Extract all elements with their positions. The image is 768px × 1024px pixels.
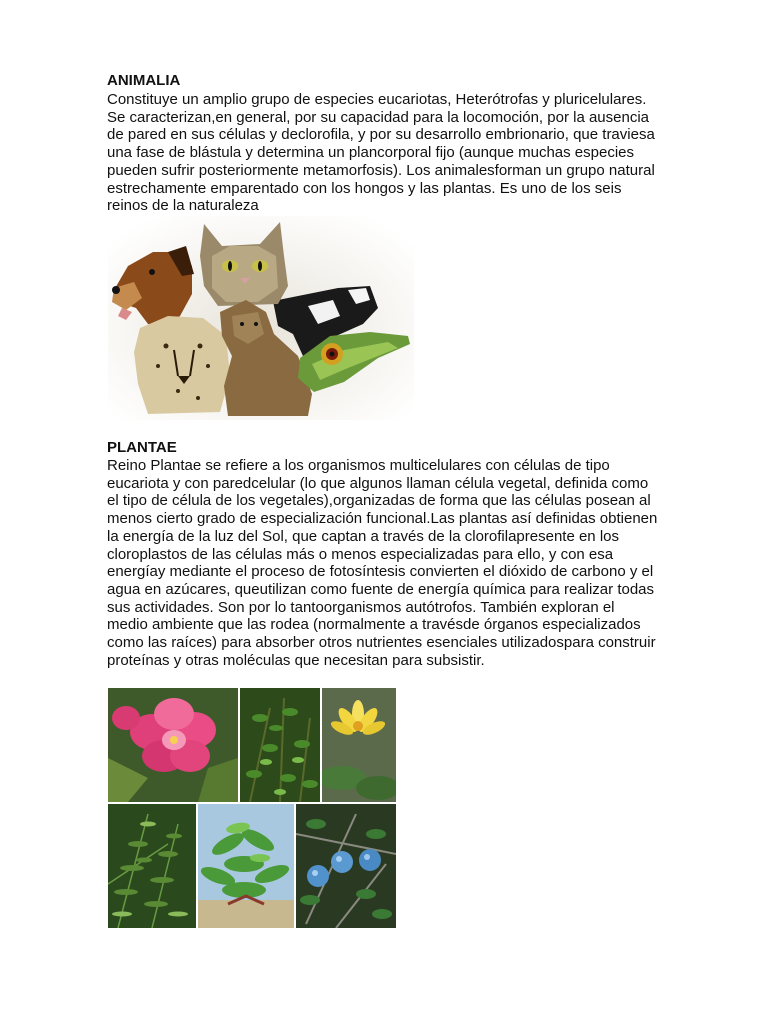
animalia-line: pueden sufrir posteriormente metamorfosis). Los animalesforman un grupo natural [107,161,655,179]
animalia-line: Constituye un amplio grupo de especies eucariotas, Heterótrofas y pluricelulares. [107,91,647,108]
fern-photo [108,804,196,928]
plantae-line: el tipo de célula de los vegetales),organizadas de forma que las células posean al [107,492,651,510]
yellow-water-lily-photo [322,688,396,802]
plant-collage-image [108,688,396,928]
animalia-line: Se caracterizan,en general, por su capacidad para la locomoción, por la ausencia [107,108,649,126]
animal-collage-image [108,216,414,420]
animalia-heading: ANIMALIA [107,72,181,89]
green-shrub-photo [240,688,320,802]
plantae-line: agua en azúcares, queutilizan como fuente de energía química para realizar todas [107,580,655,598]
plantae-line: sus actividades. Son por lo tantoorganismos autótrofos. También exploran el [107,598,615,616]
plantae-line: cloroplastos de las células más o menos especializadas para ello, y con esa [107,545,614,563]
plantae-line: la energía de la luz del Sol, que captan a través de la clorofilapresente en los [107,527,619,545]
pink-flower-photo [108,688,238,802]
animalia-paragraph [107,91,667,215]
animalia-line: una fase de blástula y determina un plancorporal fijo (aunque muchas especies [107,144,634,162]
plantae-paragraph [107,457,667,669]
plantae-line: energíay mediante el proceso de fotosíntesis convierten el dióxido de carbono y el [107,563,654,581]
cheetah-figure [134,316,230,414]
succulent-plant-photo [198,804,294,928]
animalia-line: reinos de la naturaleza [107,197,259,215]
plantae-line: menos cierto grado de especialización funcional.Las plantas así definidas obtienen [107,510,658,528]
plantae-line: eucariota y con paredcelular (lo que algunos llaman célula vegetal, definida como [107,474,649,492]
plantae-heading: PLANTAE [107,439,177,456]
plantae-line: medio ambiente que las rodea (normalmente a travésde órganos especializados [107,616,641,634]
animalia-line: estrechamente emparentado con los hongos y las plantas. Es uno de los seis [107,179,622,197]
blue-berries-photo [296,804,396,928]
plantae-line: proteínas y otras moléculas que necesitan para subsistir. [107,651,485,669]
plantae-line: como las raíces) para absorber otros nutrientes esenciales utilizadospara construir [107,634,656,652]
animalia-line: de pared en sus células y declorofila, y por su desarrollo embrionario, que traviesa [107,126,655,144]
animal-collage-svg [108,216,414,420]
plantae-line: Reino Plantae se refiere a los organismos multicelulares con células de tipo [107,457,610,474]
